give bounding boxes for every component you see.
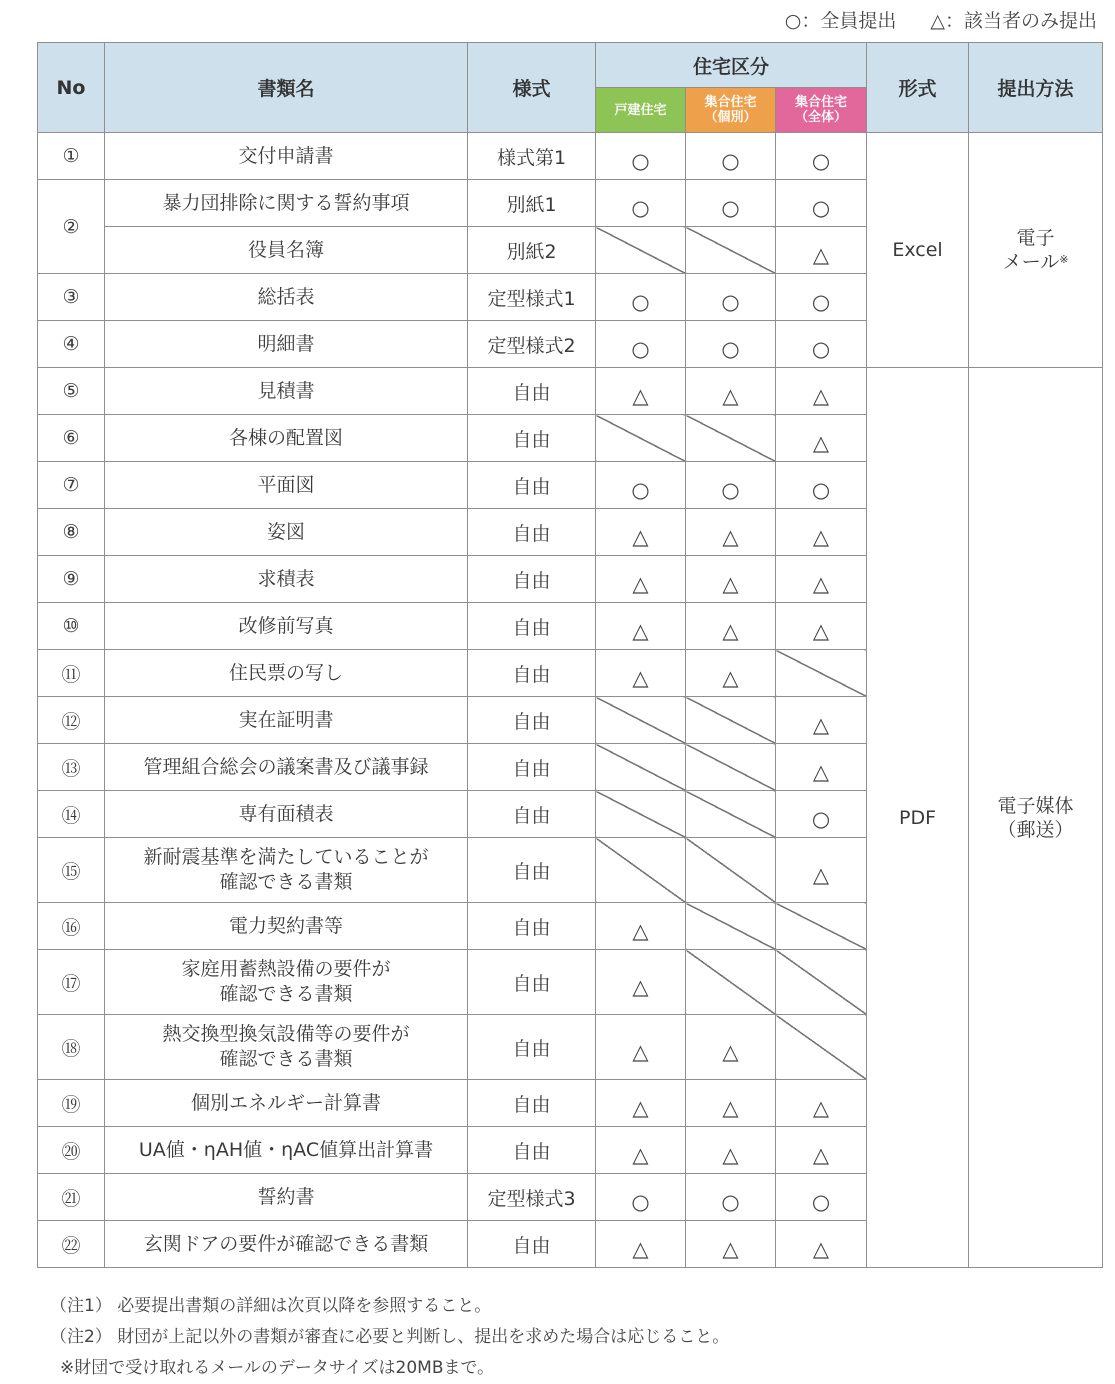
format-excel: Excel: [867, 133, 969, 368]
method-media-line-2: （郵送）: [997, 818, 1074, 841]
required-mark: [596, 180, 686, 227]
document-style: 定型様式2: [468, 321, 596, 368]
document-name: 交付申請書: [105, 133, 468, 180]
row-number: ③: [38, 274, 105, 321]
method-media-line-1: 電子媒体: [997, 794, 1074, 817]
conditional-mark: [686, 1221, 776, 1268]
required-mark: [776, 1174, 867, 1221]
footnote-mark: ※: [1059, 253, 1069, 266]
table-row: [38, 368, 1103, 415]
not-applicable-cell: [686, 697, 776, 744]
conditional-mark: [596, 903, 686, 950]
mark-symbol: △: [812, 525, 830, 549]
required-mark: [686, 133, 776, 180]
document-style: 自由: [468, 791, 596, 838]
conditional-mark: [686, 509, 776, 556]
not-applicable-cell: [776, 1015, 867, 1080]
mark-symbol: △: [632, 384, 649, 408]
required-mark: [776, 791, 867, 838]
mark-symbol: ○: [721, 337, 740, 361]
mark-symbol: △: [632, 1040, 649, 1064]
document-name: 管理組合総会の議案書及び議事録: [105, 744, 468, 791]
header-doc-name: 書類名: [105, 43, 468, 133]
row-number: ⑱: [38, 1015, 105, 1080]
conditional-mark: [776, 1221, 867, 1268]
document-name: 実在証明書: [105, 697, 468, 744]
mark-symbol: △: [812, 863, 830, 887]
required-mark: [686, 462, 776, 509]
conditional-mark: [596, 950, 686, 1015]
not-applicable-cell: [686, 838, 776, 903]
conditional-mark: [596, 650, 686, 697]
document-style: 定型様式3: [468, 1174, 596, 1221]
row-number: ②: [38, 180, 105, 274]
mark-symbol: ○: [811, 478, 831, 502]
document-name: 姿図: [105, 509, 468, 556]
document-name: [105, 950, 468, 1015]
conditional-mark: [596, 556, 686, 603]
document-style: 自由: [468, 1221, 596, 1268]
row-number: ⑳: [38, 1127, 105, 1174]
mark-symbol: △: [632, 919, 649, 943]
document-name-line-2: 確認できる書類: [219, 983, 353, 1005]
document-name: [105, 1015, 468, 1080]
mark-symbol: △: [722, 1237, 739, 1261]
mark-symbol: △: [632, 525, 649, 549]
document-name: 住民票の写し: [105, 650, 468, 697]
row-number: ㉑: [38, 1174, 105, 1221]
document-name: 各棟の配置図: [105, 415, 468, 462]
document-name: 個別エネルギー計算書: [105, 1080, 468, 1127]
conditional-mark: [776, 603, 867, 650]
required-mark: [776, 133, 867, 180]
mark-symbol: △: [812, 1237, 830, 1261]
document-style: 自由: [468, 462, 596, 509]
mark-symbol: ○: [721, 196, 740, 220]
document-style: 自由: [468, 415, 596, 462]
note-2: （注2） 財団が上記以外の書類が審査に必要と判断し、提出を求めた場合は応じること。: [50, 1327, 730, 1347]
mark-symbol: △: [812, 1143, 830, 1167]
document-name: 暴力団排除に関する誓約事項: [105, 180, 468, 227]
document-name: 玄関ドアの要件が確認できる書類: [105, 1221, 468, 1268]
document-name: 役員名簿: [105, 227, 468, 274]
required-mark: [776, 462, 867, 509]
not-applicable-cell: [686, 415, 776, 462]
row-number: ⑮: [38, 838, 105, 903]
conditional-mark: [596, 1015, 686, 1080]
document-name: [105, 838, 468, 903]
row-number: ⑯: [38, 903, 105, 950]
mark-symbol: ○: [811, 149, 831, 173]
not-applicable-cell: [776, 650, 867, 697]
legend-all: ○：全員提出: [784, 10, 897, 32]
conditional-mark: [686, 650, 776, 697]
mark-symbol: ○: [631, 149, 650, 173]
document-style: 自由: [468, 697, 596, 744]
row-number: ⑦: [38, 462, 105, 509]
row-number: ⑬: [38, 744, 105, 791]
document-style: 自由: [468, 903, 596, 950]
mark-symbol: △: [632, 572, 649, 596]
format-pdf: PDF: [867, 368, 969, 1268]
required-mark: [596, 133, 686, 180]
row-number: ⑩: [38, 603, 105, 650]
document-name: 求積表: [105, 556, 468, 603]
method-email-line-1: 電子: [1016, 227, 1055, 249]
legend: [757, 6, 1097, 33]
mark-symbol: ○: [811, 337, 831, 361]
not-applicable-cell: [776, 903, 867, 950]
row-number: ⑪: [38, 650, 105, 697]
header-detached: 戸建住宅: [596, 88, 686, 133]
mark-symbol: ○: [811, 807, 831, 831]
required-mark: [686, 1174, 776, 1221]
row-number: ⑰: [38, 950, 105, 1015]
document-style: 様式第1: [468, 133, 596, 180]
table-body: [38, 133, 1103, 1268]
not-applicable-cell: [776, 950, 867, 1015]
conditional-mark: [776, 838, 867, 903]
mark-symbol: △: [812, 572, 830, 596]
mark-symbol: △: [812, 1096, 830, 1120]
conditional-mark: [776, 697, 867, 744]
not-applicable-cell: [686, 791, 776, 838]
header-style: 様式: [468, 43, 596, 133]
required-mark: [596, 321, 686, 368]
conditional-mark: [686, 368, 776, 415]
document-style: 自由: [468, 950, 596, 1015]
document-name: 総括表: [105, 274, 468, 321]
mark-symbol: ○: [721, 290, 740, 314]
mark-symbol: △: [812, 431, 830, 455]
documents-table: [37, 42, 1103, 1268]
not-applicable-cell: [686, 227, 776, 274]
document-name: 明細書: [105, 321, 468, 368]
document-name: 電力契約書等: [105, 903, 468, 950]
document-style: 自由: [468, 838, 596, 903]
mark-symbol: △: [722, 619, 739, 643]
document-style: 自由: [468, 1127, 596, 1174]
document-name: 改修前写真: [105, 603, 468, 650]
document-style: 自由: [468, 556, 596, 603]
not-applicable-cell: [596, 791, 686, 838]
not-applicable-cell: [686, 950, 776, 1015]
mark-symbol: △: [722, 1096, 739, 1120]
document-style: 自由: [468, 744, 596, 791]
row-number: ①: [38, 133, 105, 180]
conditional-mark: [686, 1015, 776, 1080]
conditional-mark: [596, 1221, 686, 1268]
document-style: 別紙1: [468, 180, 596, 227]
conditional-mark: [596, 1080, 686, 1127]
required-mark: [776, 274, 867, 321]
header-no: No: [38, 43, 105, 133]
document-style: 自由: [468, 1015, 596, 1080]
mark-symbol: △: [812, 713, 830, 737]
conditional-mark: [776, 1080, 867, 1127]
not-applicable-cell: [596, 415, 686, 462]
mark-symbol: ○: [631, 290, 650, 314]
document-style: 自由: [468, 509, 596, 556]
document-style: 自由: [468, 1080, 596, 1127]
mark-symbol: ○: [811, 1190, 831, 1214]
legend-applicable: △：該当者のみ提出: [930, 10, 1097, 32]
conditional-mark: [686, 1080, 776, 1127]
conditional-mark: [776, 744, 867, 791]
header-housing-category: 住宅区分: [596, 43, 867, 88]
document-name-line-1: 家庭用蓄熱設備の要件が: [181, 958, 391, 980]
document-style: 別紙2: [468, 227, 596, 274]
required-mark: [596, 462, 686, 509]
conditional-mark: [776, 415, 867, 462]
mark-symbol: ○: [721, 1190, 740, 1214]
conditional-mark: [686, 603, 776, 650]
document-name-line-2: 確認できる書類: [219, 1048, 353, 1070]
mark-symbol: △: [722, 572, 739, 596]
not-applicable-cell: [596, 838, 686, 903]
row-number: ④: [38, 321, 105, 368]
mark-symbol: △: [722, 525, 739, 549]
conditional-mark: [776, 368, 867, 415]
required-mark: [686, 274, 776, 321]
notes: [50, 1291, 729, 1384]
mark-symbol: △: [632, 619, 649, 643]
row-number: ⑥: [38, 415, 105, 462]
not-applicable-cell: [686, 903, 776, 950]
conditional-mark: [776, 556, 867, 603]
conditional-mark: [596, 368, 686, 415]
document-style: 自由: [468, 368, 596, 415]
method-media: [969, 368, 1103, 1268]
document-name: UA値・ηAH値・ηAC値算出計算書: [105, 1127, 468, 1174]
required-mark: [686, 180, 776, 227]
mark-symbol: △: [632, 975, 649, 999]
mark-symbol: △: [722, 384, 739, 408]
mark-symbol: △: [812, 619, 830, 643]
row-number: ⑨: [38, 556, 105, 603]
document-style: 自由: [468, 650, 596, 697]
document-name: 平面図: [105, 462, 468, 509]
note-3: ※財団で受け取れるメールのデータサイズは20MBまで。: [60, 1358, 495, 1378]
mark-symbol: ○: [721, 478, 740, 502]
conditional-mark: [686, 1127, 776, 1174]
mark-symbol: ○: [631, 1190, 650, 1214]
conditional-mark: [596, 603, 686, 650]
header-multi-whole: 集合住宅 （全体）: [776, 88, 867, 133]
mark-symbol: △: [812, 384, 830, 408]
mark-symbol: ○: [631, 478, 650, 502]
mark-symbol: △: [632, 1237, 649, 1261]
conditional-mark: [596, 1127, 686, 1174]
header-multi-individual: 集合住宅 （個別）: [686, 88, 776, 133]
required-mark: [776, 180, 867, 227]
row-number: ⑲: [38, 1080, 105, 1127]
conditional-mark: [686, 556, 776, 603]
conditional-mark: [776, 509, 867, 556]
mark-symbol: △: [812, 243, 830, 267]
mark-symbol: △: [722, 666, 739, 690]
row-number: ⑭: [38, 791, 105, 838]
row-number: ⑤: [38, 368, 105, 415]
mark-symbol: △: [632, 1143, 649, 1167]
header-file-format: 形式: [867, 43, 969, 133]
table-row: [38, 133, 1103, 180]
document-name: 専有面積表: [105, 791, 468, 838]
mark-symbol: ○: [811, 290, 831, 314]
row-number: ⑧: [38, 509, 105, 556]
method-email-line-2: メール: [1002, 251, 1060, 273]
note-1: （注1） 必要提出書類の詳細は次頁以降を参照すること。: [50, 1296, 492, 1316]
document-name-line-1: 熱交換型換気設備等の要件が: [162, 1023, 410, 1045]
document-style: 定型様式1: [468, 274, 596, 321]
row-number: ㉒: [38, 1221, 105, 1268]
mark-symbol: △: [632, 666, 649, 690]
not-applicable-cell: [686, 744, 776, 791]
not-applicable-cell: [596, 697, 686, 744]
document-style: 自由: [468, 603, 596, 650]
not-applicable-cell: [596, 744, 686, 791]
header-submission-method: 提出方法: [969, 43, 1103, 133]
document-name-line-1: 新耐震基準を満たしていることが: [143, 846, 429, 868]
required-mark: [686, 321, 776, 368]
mark-symbol: △: [722, 1040, 739, 1064]
document-name: 誓約書: [105, 1174, 468, 1221]
mark-symbol: △: [812, 760, 830, 784]
document-name: 見積書: [105, 368, 468, 415]
required-mark: [596, 1174, 686, 1221]
mark-symbol: ○: [631, 337, 650, 361]
conditional-mark: [776, 227, 867, 274]
conditional-mark: [596, 509, 686, 556]
document-name-line-2: 確認できる書類: [219, 871, 353, 893]
row-number: ⑫: [38, 697, 105, 744]
not-applicable-cell: [596, 227, 686, 274]
required-mark: [776, 321, 867, 368]
mark-symbol: ○: [631, 196, 650, 220]
conditional-mark: [776, 1127, 867, 1174]
required-mark: [596, 274, 686, 321]
mark-symbol: △: [632, 1096, 649, 1120]
method-email: [969, 133, 1103, 368]
mark-symbol: ○: [811, 196, 831, 220]
mark-symbol: △: [722, 1143, 739, 1167]
mark-symbol: ○: [721, 149, 740, 173]
